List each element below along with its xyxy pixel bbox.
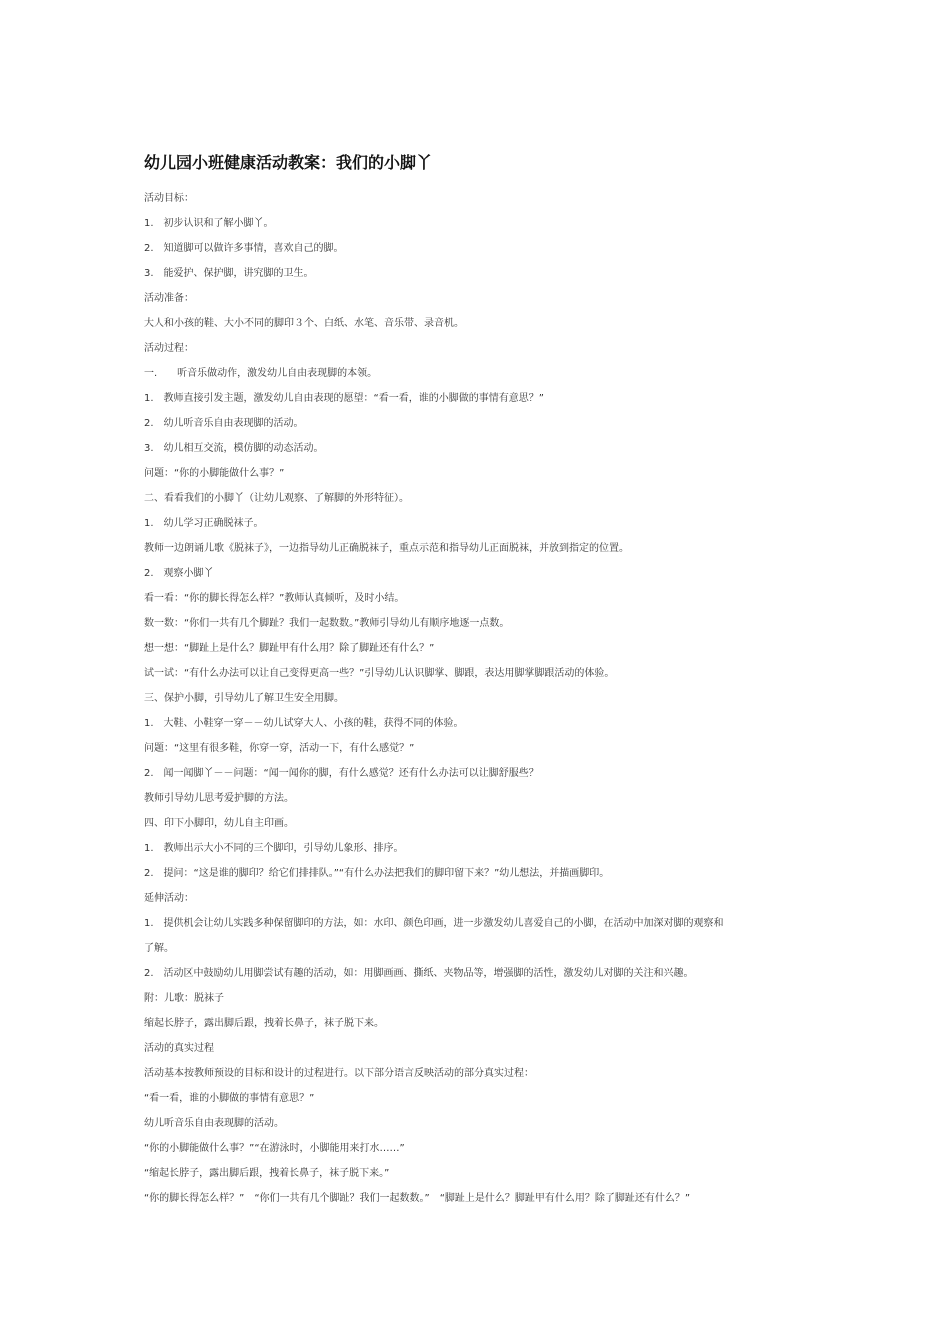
body-line: 了解。 [144, 943, 174, 954]
body-line: 看一看：“你的脚长得怎么样？”教师认真倾听，及时小结。 [144, 593, 405, 604]
body-line: 活动基本按教师预设的目标和设计的过程进行。以下部分语言反映活动的部分真实过程： [144, 1068, 534, 1079]
body-line: 2. 知道脚可以做许多事情，喜欢自己的脚。 [144, 243, 344, 254]
body-line: 2. 闻一闻脚丫－－问题：“闻一闻你的脚，有什么感觉？还有什么办法可以让脚舒服些？ [144, 768, 539, 779]
body-line: 大人和小孩的鞋、大小不同的脚印３个、白纸、水笔、音乐带、录音机。 [144, 318, 464, 329]
body-line: 2. 提问：“这是谁的脚印？给它们排排队。”“有什么办法把我们的脚印留下来？”幼儿想法，并描画脚印。 [144, 868, 610, 879]
document-body [144, 186, 808, 1211]
body-line: “你的脚长得怎么样？” “你们一共有几个脚趾？我们一起数数。” “脚趾上是什么？脚趾甲有什么用？除了脚趾还有什么？” [144, 1193, 691, 1204]
body-line: 2. 幼儿听音乐自由表现脚的活动。 [144, 418, 304, 429]
body-line: 想一想：“脚趾上是什么？脚趾甲有什么用？除了脚趾还有什么？” [144, 643, 435, 654]
body-line: 三、保护小脚，引导幼儿了解卫生安全用脚。 [144, 693, 344, 704]
body-line: 教师引导幼儿思考爱护脚的方法。 [144, 793, 294, 804]
body-line: 延伸活动： [144, 893, 194, 904]
body-line: 教师一边朗诵儿歌《脱袜子》，一边指导幼儿正确脱袜子，重点示范和指导幼儿正面脱袜，并放到指定的位置。 [144, 543, 629, 554]
body-line: 活动过程： [144, 343, 194, 354]
body-line: 1. 大鞋、小鞋穿一穿－－幼儿试穿大人、小孩的鞋，获得不同的体验。 [144, 718, 464, 729]
body-line: 幼儿听音乐自由表现脚的活动。 [144, 1118, 284, 1129]
document-title: 幼儿园小班健康活动教案：我们的小脚丫 [144, 153, 433, 172]
body-line: 缩起长脖子，露出脚后跟，拽着长鼻子，袜子脱下来。 [144, 1018, 384, 1029]
body-line: 1. 提供机会让幼儿实践多种保留脚印的方法，如：水印、颜色印画，进一步激发幼儿喜爱自己的小脚，在活动中加深对脚的观察和 [144, 918, 724, 929]
body-line: 3. 能爱护、保护脚，讲究脚的卫生。 [144, 268, 314, 279]
body-line: 四、印下小脚印，幼儿自主印画。 [144, 818, 294, 829]
body-line: 2. 活动区中鼓励幼儿用脚尝试有趣的活动，如：用脚画画、撕纸、夹物品等，增强脚的活性，激发幼儿对脚的关注和兴趣。 [144, 968, 694, 979]
body-line: 1. 幼儿学习正确脱袜子。 [144, 518, 264, 529]
body-line: “缩起长脖子，露出脚后跟，拽着长鼻子，袜子脱下来。” [144, 1168, 390, 1179]
body-line: 1. 教师出示大小不同的三个脚印，引导幼儿象形、排序。 [144, 843, 404, 854]
body-line: 1. 教师直接引发主题，激发幼儿自由表现的愿望：“看一看，谁的小脚做的事情有意思？” [144, 393, 544, 404]
body-line: 附：儿歌：脱袜子 [144, 993, 224, 1004]
body-line: 活动的真实过程 [144, 1043, 214, 1054]
body-line: “看一看，谁的小脚做的事情有意思？” [144, 1093, 315, 1104]
body-line: 数一数：“你们一共有几个脚趾？我们一起数数。”教师引导幼儿有顺序地逐一点数。 [144, 618, 510, 629]
body-line: 1. 初步认识和了解小脚丫。 [144, 218, 274, 229]
body-line: 一. 听音乐做动作，激发幼儿自由表现脚的本领。 [144, 368, 378, 379]
body-line: 3. 幼儿相互交流，模仿脚的动态活动。 [144, 443, 324, 454]
body-line: 活动准备： [144, 293, 194, 304]
body-line: 2. 观察小脚丫 [144, 568, 214, 579]
body-line: 二、看看我们的小脚丫（让幼儿观察、了解脚的外形特征）。 [144, 493, 409, 504]
body-line: 问题：“这里有很多鞋，你穿一穿，活动一下，有什么感觉？” [144, 743, 415, 754]
body-line: 活动目标： [144, 193, 194, 204]
body-line: 问题：“你的小脚能做什么事？” [144, 468, 285, 479]
body-line: 试一试：“有什么办法可以让自己变得更高一些？”引导幼儿认识脚掌、脚跟，表达用脚掌脚跟活动的体验。 [144, 668, 615, 679]
body-line: “你的小脚能做什么事？”“在游泳时，小脚能用来打水……” [144, 1143, 405, 1154]
